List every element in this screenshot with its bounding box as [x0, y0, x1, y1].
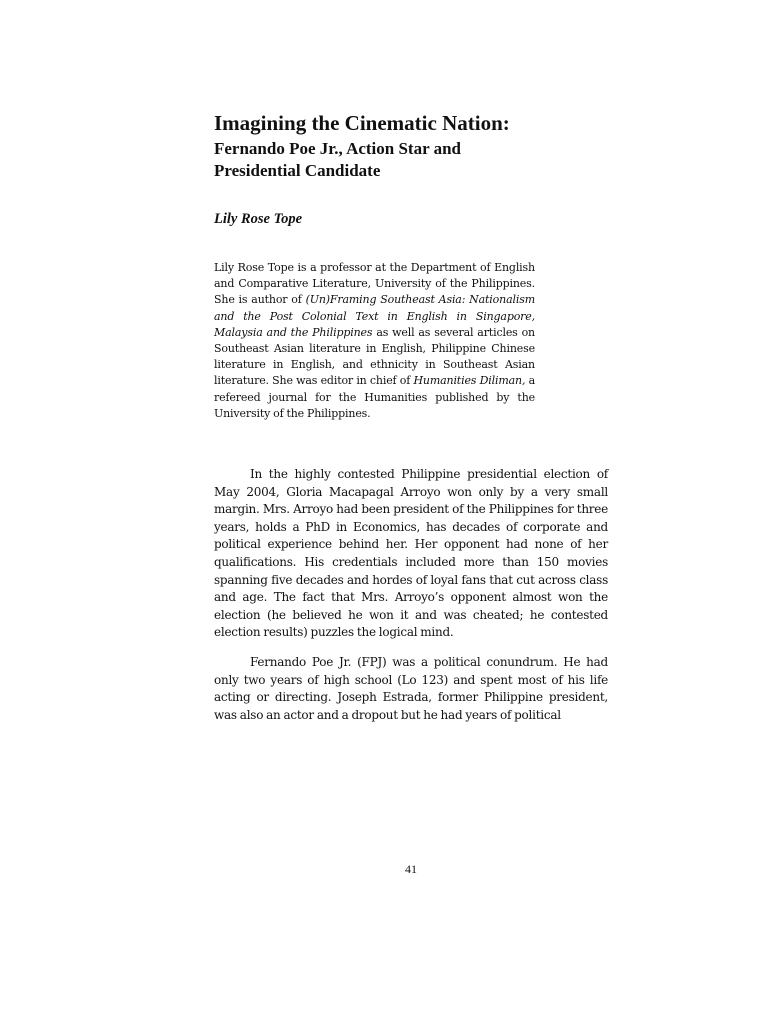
page-number: 41 [405, 862, 417, 876]
article-title: Imagining the Cinematic Nation: [214, 111, 510, 135]
body-paragraph-2: Fernando Poe Jr. (FPJ) was a political conundrum. He had only two years of high school (Lo 123) and spent most of his life acting or directing. Joseph Estrada, former Philippine president, was also an actor and a dropout but he had years of political [214, 654, 608, 722]
bio-journal-title: Humanities Diliman, [413, 374, 526, 388]
bio-book-title: (Un)Framing Southeast Asia: Nationalism and the Post Colonial Text in English in Singapore, Malaysia and the Philippines [214, 293, 535, 339]
body-paragraph-1: In the highly contested Philippine presidential election of May 2004, Gloria Macapagal Arroyo won only by a very small margin. Mrs. Arroyo had been president of the Philippines for three years, holds a PhD in Economics, has decades of corporate and political experience behind her. Her opponent had none of her qualifications. His credentials included more than 150 movies spanning five decades and hordes of loyal fans that cut across class and age. The fact that Mrs. Arroyo’s opponent almost won the election (he believed he won it and was cheated; he contested election results) puzzles the logical mind. [214, 467, 608, 640]
author-bio [214, 260, 535, 422]
author-name: Lily Rose Tope [214, 211, 303, 227]
article-subtitle [214, 138, 608, 182]
bio-text-2: as well as several articles on Southeast Asian literature in English, Philippine Chinese literature in English, and ethnicity in Southeast Asian literature. She was editor in chief of [214, 325, 535, 388]
article-page [214, 110, 608, 876]
bio-text-1: Lily Rose Tope is a professor at the Department of English and Comparative Literature, University of the Philippines. She is author of [214, 261, 535, 307]
subtitle-line-2: Presidential Candidate [214, 161, 381, 180]
subtitle-line-1: Fernando Poe Jr., Action Star and [214, 139, 461, 158]
article-body [214, 466, 608, 724]
bio-text-3: a refereed journal for the Humanities published by the University of the Philippines. [214, 374, 536, 420]
